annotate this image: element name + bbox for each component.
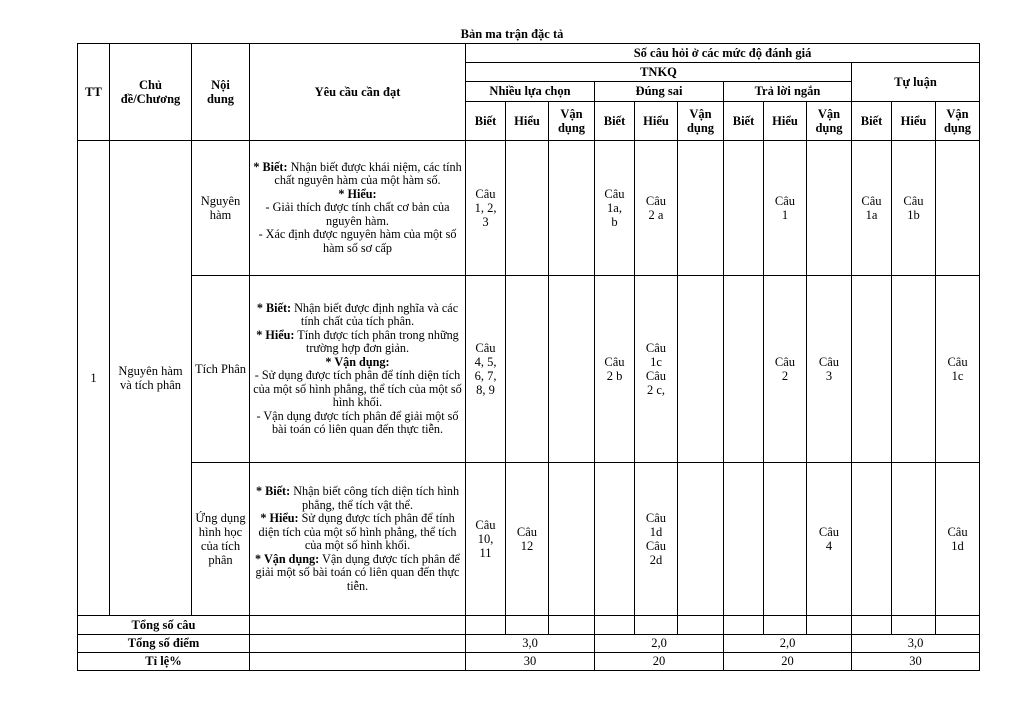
row-noi-dung: Tích Phân [192,276,250,463]
level-van-dung: Vận dụng [549,101,595,140]
cell: Câu 4, 5, 6, 7, 8, 9 [466,276,506,463]
cell: Câu 1c Câu 2 c, [635,276,678,463]
document-title: Bản ma trận đặc tả [460,27,564,41]
table-row [78,140,980,275]
total-points-row [78,634,980,652]
cell: Câu 2 a [635,140,678,275]
table-row [78,276,980,463]
cell: Câu 1 [764,140,807,275]
cell [852,616,892,634]
points-nhieu-lua-chon: 3,0 [466,634,595,652]
level-van-dung: Vận dụng [936,101,980,140]
row-noi-dung: Ứng dụng hình học của tích phân [192,462,250,615]
table-row [78,462,980,615]
total-questions-row [78,616,980,634]
level-biet: Biết [724,101,764,140]
cell [506,140,549,275]
header-tnkq: TNKQ [466,63,852,82]
percent-dung-sai: 20 [595,652,724,670]
percent-nhieu-lua-chon: 30 [466,652,595,670]
cell [764,462,807,615]
header-tra-loi-ngan: Trả lời ngắn [724,82,852,101]
percent-tra-loi-ngan: 20 [724,652,852,670]
cell: Câu 1d Câu 2d [635,462,678,615]
level-biet: Biết [466,101,506,140]
cell [892,276,936,463]
points-tu-luan: 3,0 [852,634,980,652]
percent-label: Tỉ lệ% [78,652,250,670]
cell: Câu 1b [892,140,936,275]
cell: Câu 2 [764,276,807,463]
row-tt: 1 [78,140,110,616]
cell [250,652,466,670]
header-chu-de: Chủ đề/Chương [110,44,192,141]
points-tra-loi-ngan: 2,0 [724,634,852,652]
cell: Câu 2 b [595,276,635,463]
level-van-dung: Vận dụng [678,101,724,140]
cell: Câu 10, 11 [466,462,506,615]
cell [724,140,764,275]
header-tt: TT [78,44,110,141]
cell [678,140,724,275]
row-chu-de: Nguyên hàm và tích phân [110,140,192,616]
cell [595,462,635,615]
header-noi-dung: Nội dung [192,44,250,141]
cell [852,462,892,615]
cell [549,462,595,615]
cell [595,616,635,634]
level-biet: Biết [595,101,635,140]
cell [892,616,936,634]
total-points-label: Tổng số điểm [78,634,250,652]
cell [506,276,549,463]
cell [678,462,724,615]
cell [678,616,724,634]
cell: Câu 12 [506,462,549,615]
cell: Câu 1d [936,462,980,615]
cell [549,616,595,634]
percent-row [78,652,980,670]
cell [250,616,466,634]
cell [724,616,764,634]
header-row-1 [78,44,980,63]
level-hieu: Hiểu [635,101,678,140]
cell: Câu 1a [852,140,892,275]
level-hieu: Hiểu [764,101,807,140]
specification-matrix-table [77,43,980,671]
cell: Câu 1, 2, 3 [466,140,506,275]
cell [724,462,764,615]
level-biet: Biết [852,101,892,140]
cell [807,616,852,634]
level-hieu: Hiểu [506,101,549,140]
level-hieu: Hiểu [892,101,936,140]
cell [892,462,936,615]
total-questions-label: Tổng số câu [78,616,250,634]
cell [936,616,980,634]
cell [635,616,678,634]
header-dung-sai: Đúng sai [595,82,724,101]
cell: Câu 3 [807,276,852,463]
cell [764,616,807,634]
cell [506,616,549,634]
cell [549,276,595,463]
cell [724,276,764,463]
header-tu-luan: Tự luận [852,63,980,101]
row-yeu-cau: * Biết: Nhận biết được định nghĩa và các tính chất của tích phân. * Hiểu: Tính được tích phân trong những trường hợp đơn giản. * Vận dụng: - Sử dụng được tích phân để tính diện tích của một số hình phẳng, thể tích của một số hình khối. - Vận dụng được tích phân để giải một số bài toán có liên quan đến thực tiễn. [250,276,466,463]
row-noi-dung: Nguyên hàm [192,140,250,275]
row-yeu-cau: * Biết: Nhận biết được khái niệm, các tính chất nguyên hàm của một hàm số. * Hiểu: - Giải thích được tính chất cơ bản của nguyên hàm. - Xác định được nguyên hàm của một số hàm số sơ cấp [250,140,466,275]
cell [936,140,980,275]
cell [466,616,506,634]
cell: Câu 1a, b [595,140,635,275]
cell [549,140,595,275]
row-yeu-cau: * Biết: Nhận biết công tích diện tích hình phẳng, thể tích vật thể. * Hiểu: Sử dụng được tích phân để tính diện tích của một số hình phẳng, thể tích của một số hình khối. * Vận dụng: Vận dụng được tích phân để giải một số bài toán có liên quan đến thực tiễn. [250,462,466,615]
points-dung-sai: 2,0 [595,634,724,652]
cell [250,634,466,652]
cell [852,276,892,463]
level-van-dung: Vận dụng [807,101,852,140]
header-so-cau-hoi: Số câu hỏi ở các mức độ đánh giá [466,44,980,63]
header-yeu-cau: Yêu cầu cần đạt [250,44,466,141]
cell: Câu 1c [936,276,980,463]
cell: Câu 4 [807,462,852,615]
cell [807,140,852,275]
percent-tu-luan: 30 [852,652,980,670]
cell [678,276,724,463]
header-nhieu-lua-chon: Nhiều lựa chọn [466,82,595,101]
